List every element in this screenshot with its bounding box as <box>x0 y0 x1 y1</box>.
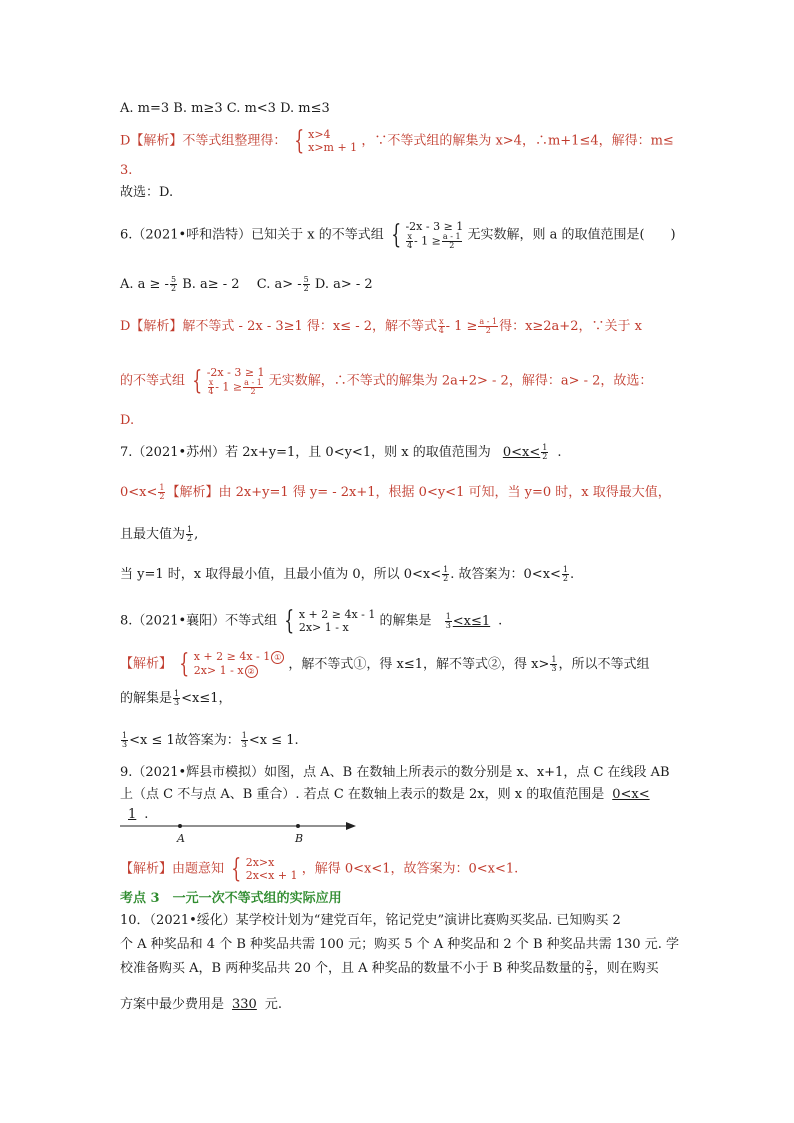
q8-stem: 8.（2021•襄阳）不等式组 { x + 2 ≥ 4x - 1 2x> 1 - x 的解集是 $\frac{1}{3}$ <x≤1 . <box>120 606 503 636</box>
q10-l1: 10．（2021•绥化）某学校计划为“建党百年，铭记党史”演讲比赛购买奖品. 已知购买 2 <box>120 913 621 928</box>
point-a <box>178 824 182 828</box>
q10-l3: 校准备购买 A，B 两种奖品共 20 个，且 A 种奖品的数量不小于 B 种奖品数量的 $\frac{2}{5}$ ，则在购买 <box>120 959 659 977</box>
q8-blank: $\frac{1}{3}$ <x≤1 <box>445 611 491 630</box>
q6-answer-l2: 的不等式组 { -2x - 3 ≥ 1 $\frac{x}{4}$ - 1 ≥ $\frac{a - 1}{2}$ 无实数解，∴不等式的解集为 2a+2> - 2，解得：a> - 2，故选： <box>120 366 653 396</box>
q7-answer-l2: 且最大值为 $\frac{1}{2}$ , <box>120 525 199 543</box>
q8-answer-system: { x + 2 ≥ 4x - 1 ① 2x> 1 - x ② <box>176 650 284 678</box>
number-line <box>120 820 360 850</box>
q10-l4: 方案中最少费用是 330 元. <box>120 997 282 1012</box>
q5-options: A. m=3 B. m≥3 C. m<3 D. m≤3 <box>120 101 330 116</box>
label-b: B <box>295 832 304 845</box>
q5-answer-cont: 3. <box>120 163 133 178</box>
q8-answer-l2: 的解集是 $\frac{1}{3}$ <x≤1， <box>120 689 232 707</box>
q7-stem: 7.（2021•苏州）若 2x+y=1，且 0<y<1，则 x 的取值范围为 0<x< $\frac{1}{2}$ . <box>120 443 562 461</box>
label-a: A <box>177 832 185 845</box>
q8-answer-l1: 【解析】 { x + 2 ≥ 4x - 1 ① 2x> 1 - x ② ，解不等式①，得 x≤1，解不等式②，得 x> $\frac{1}{3}$ ，所以不等式组 <box>120 649 650 679</box>
q9-stem-l3: 1 . <box>128 807 149 822</box>
q9-stem-l2: 上（点 C 不与点 A、B 重合）. 若点 C 在数轴上表示的数是 2x，则 x 的取值范围是 0<x< <box>120 786 690 804</box>
q7-answer-l1: 0<x< $\frac{1}{2}$ 【解析】由 2x+y=1 得 y= - 2x+1，根据 0<y<1 可知，当 y=0 时，x 取得最大值， <box>120 483 671 501</box>
q9-answer: 【解析】由题意知 { 2x>x 2x<x + 1 ，解得 0<x<1，故答案为：0<x<1. <box>120 854 519 884</box>
q6-answer-l1: D【解析】解不等式 - 2x - 3≥1 得：x≤ - 2，解不等式 $\frac{x}{4}$ - 1 ≥ $\frac{a - 1}{2}$ 得：x≥2a+2，∵关于 x <box>120 317 642 335</box>
q5-conclusion: 故选：D. <box>120 185 174 200</box>
q5-answer: D【解析】不等式组整理得： { x>4 x>m + 1 ，∵不等式组的解集为 x>4，∴m+1≤4，解得：m≤ <box>120 126 674 156</box>
q9-stem-l1: 9.（2021•辉县市模拟）如图，点 A、B 在数轴上所表示的数分别是 x、x+1，点 C 在线段 AB <box>120 765 670 780</box>
q5-system: { x>4 x>m + 1 <box>293 126 358 156</box>
q10-blank: 330 <box>232 997 257 1012</box>
point-b <box>296 824 300 828</box>
q8-answer-l3: $\frac{1}{3}$ <x ≤ 1故答案为： $\frac{1}{3}$ <x ≤ 1. <box>122 731 299 749</box>
q6-answer-system: { -2x - 3 ≥ 1 $\frac{x}{4}$ - 1 ≥ $\frac{a - 1}{2}$ <box>192 366 265 396</box>
q10-l2: 个 A 种奖品和 4 个 B 种奖品共需 100 元；购买 5 个 A 种奖品和 2 个 B 种奖品共需 130 元. 学 <box>120 937 679 952</box>
q6-answer-l3: D. <box>120 413 135 428</box>
q6-system: { -2x - 3 ≥ 1 $\frac{x}{4}$ - 1 ≥ $\frac{a - 1}{2}$ <box>391 220 464 250</box>
q7-answer-l3: 当 y=1 时，x 取得最小值，且最小值为 0，所以 0<x< $\frac{1}{2}$ . 故答案为：0<x< $\frac{1}{2}$ . <box>120 565 575 583</box>
q9-blank: 0<x< <box>612 787 650 802</box>
section-title: 考点 3 一元一次不等式组的实际应用 <box>120 891 342 906</box>
q6-options: A. a ≥ - $\frac{5}{2}$ B. a≥ - 2 C. a> - $\frac{5}{2}$ D. a> - 2 <box>120 275 373 293</box>
q7-blank: 0<x< $\frac{1}{2}$ <box>502 443 548 461</box>
q6-stem: 6.（2021•呼和浩特）已知关于 x 的不等式组 { -2x - 3 ≥ 1 $\frac{x}{4}$ - 1 ≥ $\frac{a - 1}{2}$ 无实数解，则 a 的取值范围是( ) <box>120 220 676 250</box>
q9-answer-system: { 2x>x 2x<x + 1 <box>231 854 298 884</box>
q8-system: { x + 2 ≥ 4x - 1 2x> 1 - x <box>284 606 376 636</box>
